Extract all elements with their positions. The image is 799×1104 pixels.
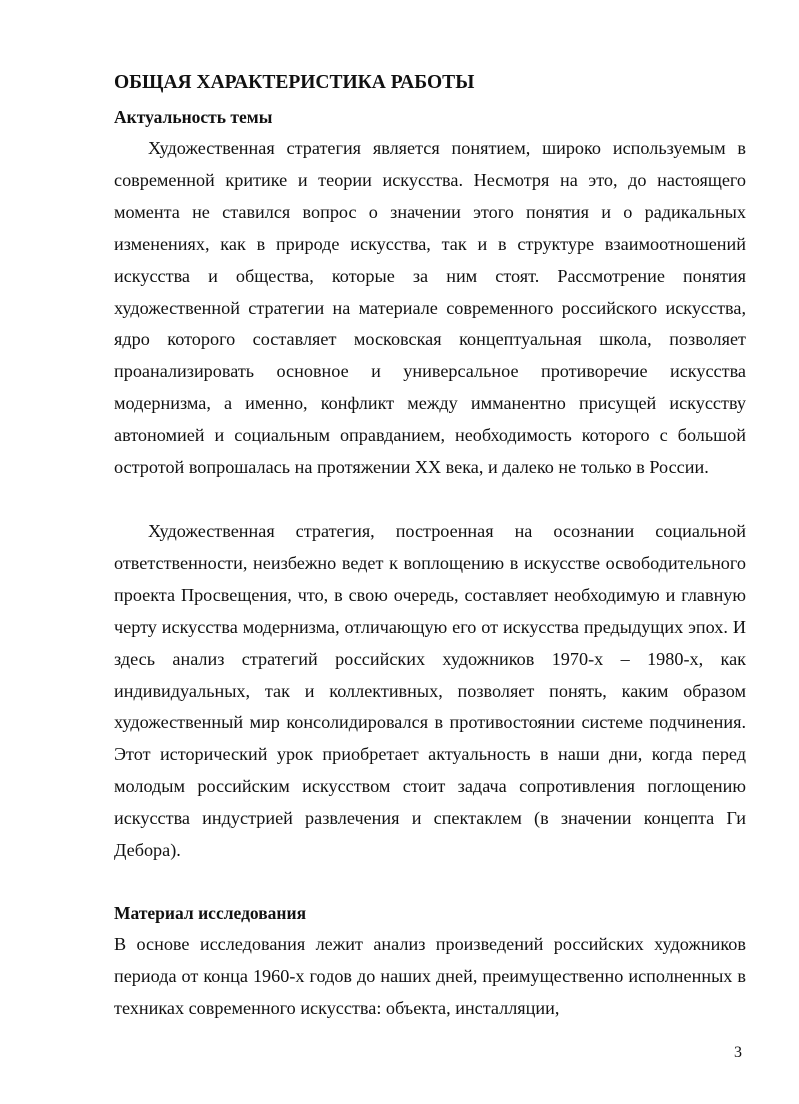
- relevance-paragraph-2: Художественная стратегия, построенная на осознании социальной ответственности, неизбежно ведет к воплощению в искусстве освободительного проекта Просвещения, что, в свою очередь, составляет необходимую и главную черту искусства модернизма, отличающую его от искусства предыдущих эпох. И здесь анализ стратегий российских художников 1970-х – 1980-х, как индивидуальных, так и коллективных, позволяет понять, каким образом художественный мир консолидировался в противостоянии системе подчинения. Этот исторический урок приобретает актуальность в наши дни, когда перед молодым российским искусством стоит задача сопротивления поглощению искусства индустрией развлечения и спектаклем (в значении концепта Ги Дебора).: [114, 521, 746, 861]
- page-number: 3: [734, 1044, 742, 1061]
- section-title-relevance: Актуальность темы: [114, 107, 273, 127]
- material-paragraph-1: В основе исследования лежит анализ произведений российских художников периода от конца 1960-х годов до наших дней, преимущественно исполненных в техниках современного искусства: объекта, инсталляции,: [114, 934, 746, 1018]
- relevance-paragraph-1: Художественная стратегия является понятием, широко используемым в современной критике и теории искусства. Несмотря на это, до настоящего момента не ставился вопрос о значении этого понятия и о радикальных изменениях, как в природе искусства, так и в структуре взаимоотношений искусства и общества, которые за ним стоят. Рассмотрение понятия художественной стратегии на материале современного российского искусства, ядро которого составляет московская концептуальная школа, позволяет проанализировать основное и универсальное противоречие искусства модернизма, а именно, конфликт между имманентно присущей искусству автономией и социальным оправданием, необходимость которого с большой остротой вопрошалась на протяжении XX века, и далеко не только в России.: [114, 138, 746, 478]
- section-title-material: Материал исследования: [114, 903, 307, 923]
- document-heading: ОБЩАЯ ХАРАКТЕРИСТИКА РАБОТЫ: [114, 72, 475, 93]
